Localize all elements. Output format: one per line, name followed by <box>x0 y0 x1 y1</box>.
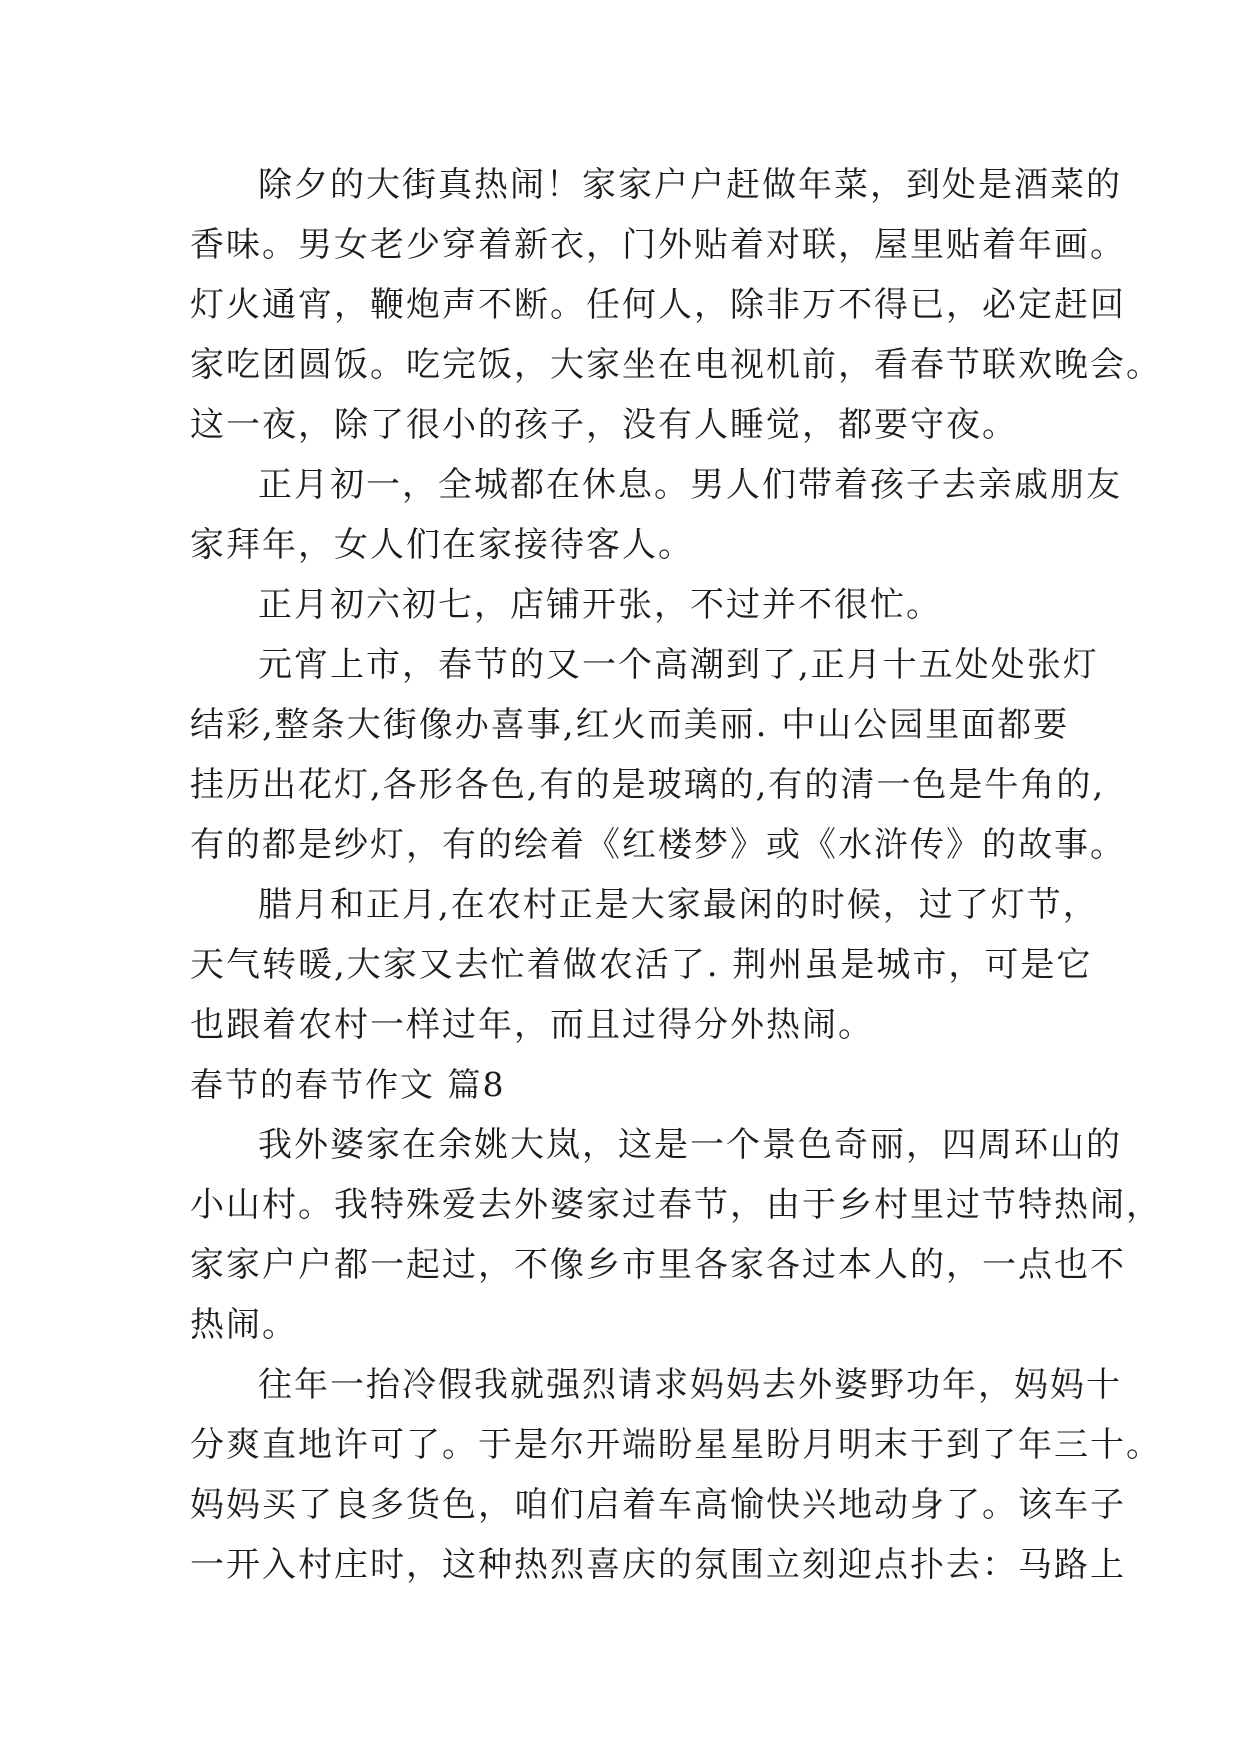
paragraph-line: 家家户户都一起过，不像乡市里各家各过本人的，一点也不 <box>190 1245 1126 1285</box>
paragraph-line: 家拜年，女人们在家接待客人。 <box>190 525 694 565</box>
paragraph-line: 家吃团圆饭。吃完饭，大家坐在电视机前，看春节联欢晚会。 <box>190 345 1162 385</box>
paragraph-line: 灯火通宵，鞭炮声不断。任何人，除非万不得已，必定赶回 <box>190 285 1126 325</box>
paragraph-line: 一开入村庄时，这种热烈喜庆的氛围立刻迎点扑去：马路上 <box>190 1545 1126 1585</box>
paragraph-first-line: 正月初六初七，店铺开张，不过并不很忙。 <box>258 585 942 625</box>
section-heading: 春节的春节作文 篇8 <box>190 1065 506 1104</box>
paragraph-line: 香味。男女老少穿着新衣，门外贴着对联，屋里贴着年画。 <box>190 225 1126 265</box>
paragraph-line: 结彩,整条大街像办喜事,红火而美丽. 中山公园里面都要 <box>190 705 1070 745</box>
paragraph-line: 妈妈买了良多货色，咱们启着车高愉快兴地动身了。该车子 <box>190 1485 1126 1525</box>
body-text <box>190 155 1162 1595</box>
paragraph-line: 热闹。 <box>190 1305 298 1345</box>
paragraph-line: 有的都是纱灯，有的绘着《红楼梦》或《水浒传》的故事。 <box>190 825 1126 865</box>
paragraph-line: 小山村。我特殊爱去外婆家过春节，由于乡村里过节特热闹， <box>190 1185 1162 1225</box>
paragraph-first-line: 除夕的大街真热闹！家家户户赶做年菜，到处是酒菜的 <box>258 165 1122 205</box>
paragraph-first-line: 正月初一，全城都在休息。男人们带着孩子去亲戚朋友 <box>258 465 1122 505</box>
paragraph-first-line: 腊月和正月,在农村正是大家最闲的时候，过了灯节， <box>258 885 1099 925</box>
paragraph-line: 这一夜，除了很小的孩子，没有人睡觉，都要守夜。 <box>190 405 1018 445</box>
paragraph-first-line: 我外婆家在余姚大岚，这是一个景色奇丽，四周环山的 <box>258 1125 1122 1165</box>
paragraph-line: 挂历出花灯,各形各色,有的是玻璃的,有的清一色是牛角的, <box>190 765 1106 805</box>
paragraph-line: 天气转暖,大家又去忙着做农活了. 荆州虽是城市，可是它 <box>190 945 1093 985</box>
paragraph-first-line: 往年一抬冷假我就强烈请求妈妈去外婆野功年，妈妈十 <box>258 1365 1122 1405</box>
paragraph-line: 也跟着农村一样过年，而且过得分外热闹。 <box>190 1005 874 1045</box>
paragraph-first-line: 元宵上市，春节的又一个高潮到了,正月十五处处张灯 <box>258 645 1099 685</box>
paragraph-line: 分爽直地许可了。于是尔开端盼星星盼月明末于到了年三十。 <box>190 1425 1162 1465</box>
